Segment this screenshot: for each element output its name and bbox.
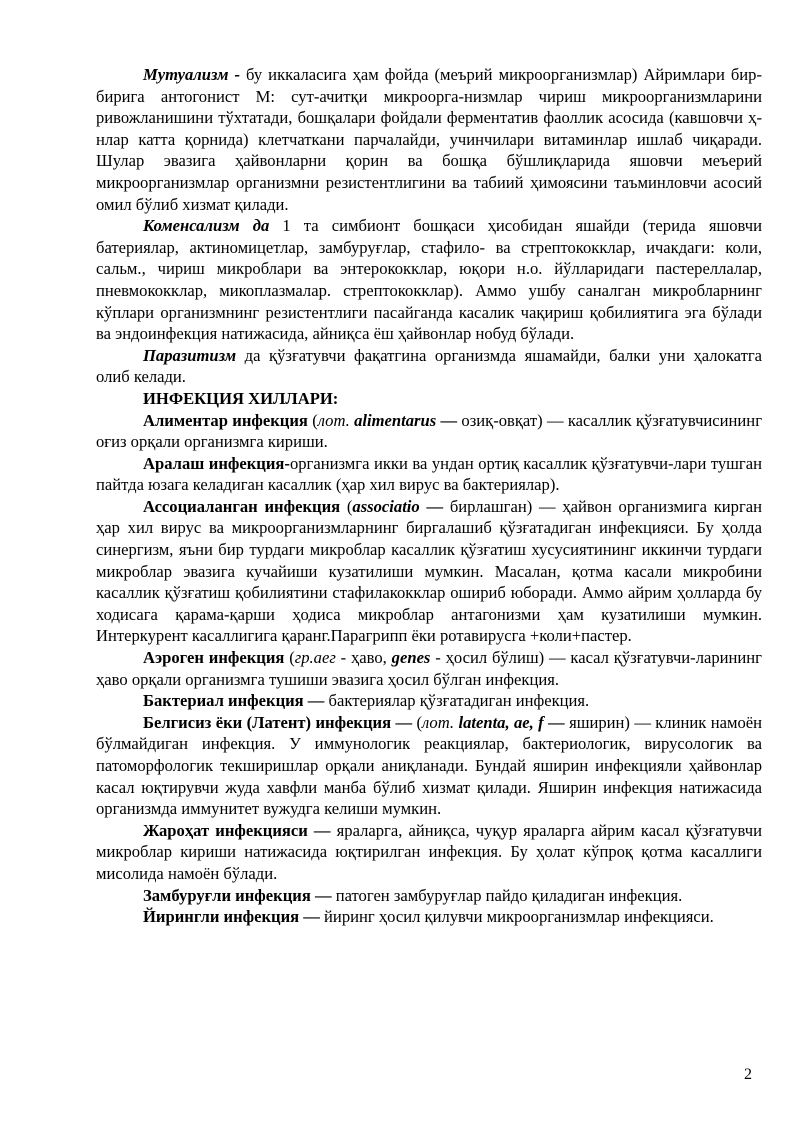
- latin-word: associatio: [352, 496, 420, 516]
- open-paren: (: [412, 712, 422, 732]
- paragraph-bacterial-infection: [96, 690, 762, 712]
- text-latent: яширин) — клиник намоён бўлмайдиган инфекция. У иммунологик реакциялар, бактериологик, вирусологик ва патоморфологик текширишлар орқали аниқланади. Бундай яширин инфекцияли ҳайвонлар касал юқтирувчи жуда хавфли манба бўлиб хизмат қилади. Яширин инфекция натижасида организмда иммунитет вужудга келиши мумкин.: [96, 712, 762, 819]
- term-purulent: Йирингли инфекция —: [143, 907, 320, 927]
- paragraph-wound-infection: [96, 820, 762, 885]
- latin-label: гр.аег: [294, 648, 336, 668]
- term-bacterial: Бактериал инфекция —: [143, 691, 325, 711]
- paragraph-mutualism: [96, 64, 762, 215]
- dash: —: [419, 496, 444, 516]
- latin-label: лот.: [317, 410, 350, 430]
- term-latent: Белгисиз ёки (Латент) инфекция —: [143, 712, 413, 732]
- page-number: 2: [744, 1066, 752, 1083]
- term-aerogenic: Аэроген инфекция: [143, 648, 285, 668]
- paragraph-aerogenic-infection: [96, 647, 762, 690]
- text-purulent: йиринг ҳосил қилувчи микроорганизмлар инфекцияси.: [319, 907, 714, 927]
- text-bacterial: бактериялар қўзғатадиган инфекция.: [324, 691, 590, 711]
- document-page: [96, 64, 762, 928]
- text-associated: бирлашган) — ҳайвон организмига кирган ҳар хил вирус ва микроорганизмларнинг биргалашиб қўзғатадиган инфекцияси. Бу ҳолда синергизм, яъни бир турдаги микроблар касаллик қўзғатиш хусусиятининг иккинчи турдаги микроблар эвазига кучайиши кузатилиши мумкин. Масалан, қотма касали микробини касаллик қўзғатиш қобилиятини стафилакокклар ошириб юборади. Аммо айрим ҳолларда бу ходисага қарама-қарши ҳодиса микроблар антагонизми ҳам кузатилиши мумкин. Интеркурент касаллигига қаранг.Парагрипп ёки ротавирусга +коли+пастер.: [96, 496, 762, 646]
- paragraph-purulent-infection: [96, 906, 762, 928]
- term-commensalism: Коменсализм да: [143, 216, 270, 236]
- term-wound: Жароҳат инфекцияси —: [143, 820, 331, 840]
- paragraph-latent-infection: [96, 712, 762, 820]
- term-associated: Ассоциаланган инфекция: [143, 496, 341, 516]
- term-alimentary: Алиментар инфекция: [143, 410, 308, 430]
- latin-word: latenta, ae, f —: [458, 712, 565, 732]
- text-aerogenic: - ҳосил бўлиш) — касал қўзғатувчи-ларининг ҳаво орқали организмга тушиши эвазига ҳосил бўлган инфекция.: [96, 648, 762, 689]
- term-mutualism: Мутуализм -: [143, 65, 241, 84]
- section-heading: ИНФЕКЦИЯ ХИЛЛАРИ:: [143, 388, 339, 408]
- open-paren: (: [307, 410, 318, 430]
- paragraph-mixed-infection: [96, 453, 762, 496]
- latin-word: genes: [391, 648, 431, 668]
- paragraph-alimentary-infection: [96, 410, 762, 453]
- text-fungal: патоген замбуруғлар пайдо қиладиган инфекция.: [331, 885, 683, 905]
- text-parasitism: да қўзғатувчи фақатгина организмда яшамайди, балки уни ҳалокатга олиб келади.: [96, 345, 762, 387]
- text-commensalism: 1 та симбионт бошқаси ҳисобидан яшайди (терида яшовчи батериялар, актиномицетлар, замбуруғлар, стафило- ва стрептококклар, ичакдаги: коли, сальм., чириш микроблари ва энтерококклар, юқори н.о. йўлларидаги пастереллалар, пневмококклар, микоплазмалар. стрептококклар). Аммо ушбу саналган микробларнинг кўплари организмнинг резистентлиги пасайганда касалик чақириш қобилиятига эга бўлади ва эндоинфекция натижасида, айниқса ёш ҳайвонлар нобуд бўлади.: [96, 216, 762, 344]
- open-paren: (: [284, 648, 295, 668]
- term-mixed: Аралаш инфекция-: [143, 453, 290, 473]
- text-wound: яраларга, айниқса, чуқур яраларга айрим касал қўзғатувчи микроблар кириши натижасида юқтирилган инфекция. Бу ҳолат кўпроқ қотма касаллиги мисолида намоён бўлади.: [96, 820, 762, 883]
- paragraph-associated-infection: [96, 496, 762, 647]
- term-fungal: Замбуруғли инфекция —: [143, 885, 332, 905]
- paragraph-parasitism: [96, 345, 762, 388]
- latin-word: alimentarus: [354, 410, 437, 430]
- text-mixed: организмга икки ва ундан ортиқ касаллик қўзғатувчи-лари тушган пайтда юзага келадиган касаллик (ҳар хил вирус ва бактериялар).: [96, 453, 762, 495]
- paragraph-commensalism: [96, 215, 762, 345]
- text-aerogenic-mid: - ҳаво,: [335, 648, 392, 668]
- dash: —: [436, 410, 458, 430]
- paragraph-fungal-infection: [96, 885, 762, 907]
- text-mutualism: бу иккаласига ҳам фойда (меърий микроорганизмлар) Айримлари бир-бирига антогонист М: сут-ачитқи микроорга-низмлар чириш микроорганизмларини ривожланишини тўхтатади, бошқалари фойдали ферментатив фаоллик асосида (кавшовчи ҳ-нлар катта қорнида) клетчаткани парчалайди, учинчилари витаминлар ишлаб чиқаради. Шулар эвазига ҳайвонларни қорин ва бошқа бўшлиқларида яшовчи меъерий микроорганизмлар организмни резистентлигини ва табиий ҳимоясини таъминловчи асосий омил бўлиб хизмат қилади.: [96, 65, 762, 214]
- latin-label: лот.: [421, 712, 455, 732]
- text-alimentary: озиқ-овқат) — касаллик қўзғатувчисининг оғиз орқали организмга кириши.: [96, 410, 762, 452]
- open-paren: (: [340, 496, 353, 516]
- term-parasitism: Паразитизм: [143, 345, 237, 365]
